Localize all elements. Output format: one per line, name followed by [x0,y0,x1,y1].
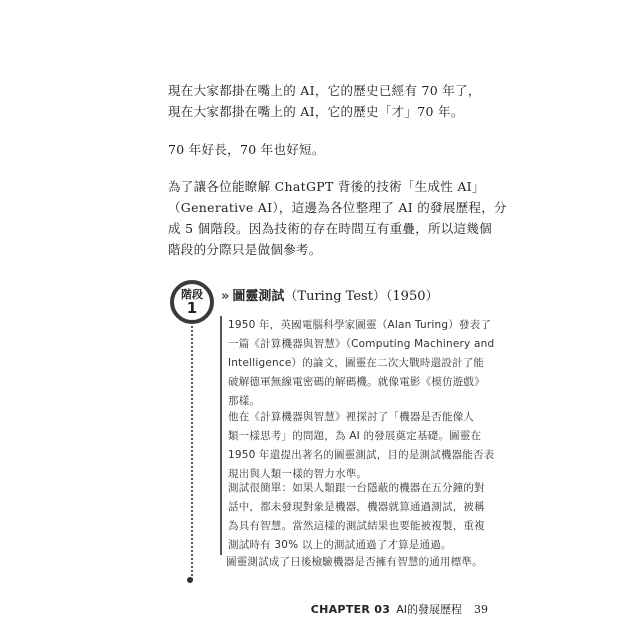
text-line: 現在大家都掛在嘴上的 AI，它的歷史已經有 70 年了， [168,83,481,98]
stage-badge-label: 階段 [181,287,203,301]
text-line: 他在《計算機器與智慧》裡探討了「機器是否能像人 [228,411,475,423]
timeline-end-dot [187,577,193,583]
text-line: 類一樣思考」的問題，為 AI 的發展奠定基礎。圖靈在 [228,430,482,442]
text-line: 破解德軍無線電密碼的解碼機。就像電影《模仿遊戲》 [228,376,485,388]
text-line: 為具有智慧。當然這樣的測試結果也要能被複製，重複 [228,520,485,532]
text-line: 圖靈測試成了日後檢驗機器是否擁有智慧的通用標準。 [226,556,483,568]
text-line: 測試時有 30% 以上的測試通過了才算是通過。 [228,539,452,551]
text-line: 70 年好長，70 年也好短。 [168,142,325,157]
text-line: 測試很簡單：如果人類跟一台隱蔽的機器在五分鐘的對 [228,482,485,494]
intro-paragraph-3 [168,176,507,260]
stage-paragraph-1 [220,316,495,411]
footer-chapter: CHAPTER 03 [310,603,391,616]
text-line: 1950 年，英國電腦科學家圖靈（Alan Turing）發表了 [228,319,492,331]
stage-badge-number: 1 [186,298,198,317]
double-chevron-icon: » [221,289,230,304]
stage-badge [170,280,214,324]
text-line: 一篇《計算機器與智慧》（Computing Machinery and [228,338,495,350]
text-line: 現出與人類一樣的智力水準。 [228,468,368,480]
stage-title: 圖靈測試 [232,289,285,304]
stage-paragraph-4 [220,553,488,572]
footer-chapter-title: AI的發展歷程 [396,603,462,616]
text-line: 那樣。 [228,395,261,407]
stage-title-suffix: （Turing Test）（1950） [284,289,439,304]
text-line: 話中，都未發現對象是機器，機器就算通過測試，被稱 [228,501,485,513]
intro-paragraph-1 [168,80,488,122]
text-line: 階段的分際只是做個參考。 [168,242,322,257]
text-line: Intelligence）的論文，圖靈在二次大戰時還設計了能 [228,357,485,369]
page-number: 39 [474,603,488,616]
stage-paragraph-2 [220,408,495,484]
text-line: 為了讓各位能瞭解 ChatGPT 背後的技術「生成性 AI」 [168,179,485,194]
page-footer [311,601,488,617]
text-line: 成 5 個階段。因為技術的存在時間互有重疊，所以這幾個 [168,221,493,236]
text-line: 現在大家都掛在嘴上的 AI，它的歷史「才」70 年。 [168,104,464,119]
intro-paragraph-2 [168,139,488,160]
stage-paragraph-3 [220,479,490,555]
timeline-dotted-line [191,326,193,580]
stage-heading [221,289,439,305]
text-line: （Generative AI），這邊為各位整理了 AI 的發展歷程，分 [168,200,507,215]
text-line: 1950 年還提出著名的圖靈測試，目的是測試機器能否表 [228,449,495,461]
